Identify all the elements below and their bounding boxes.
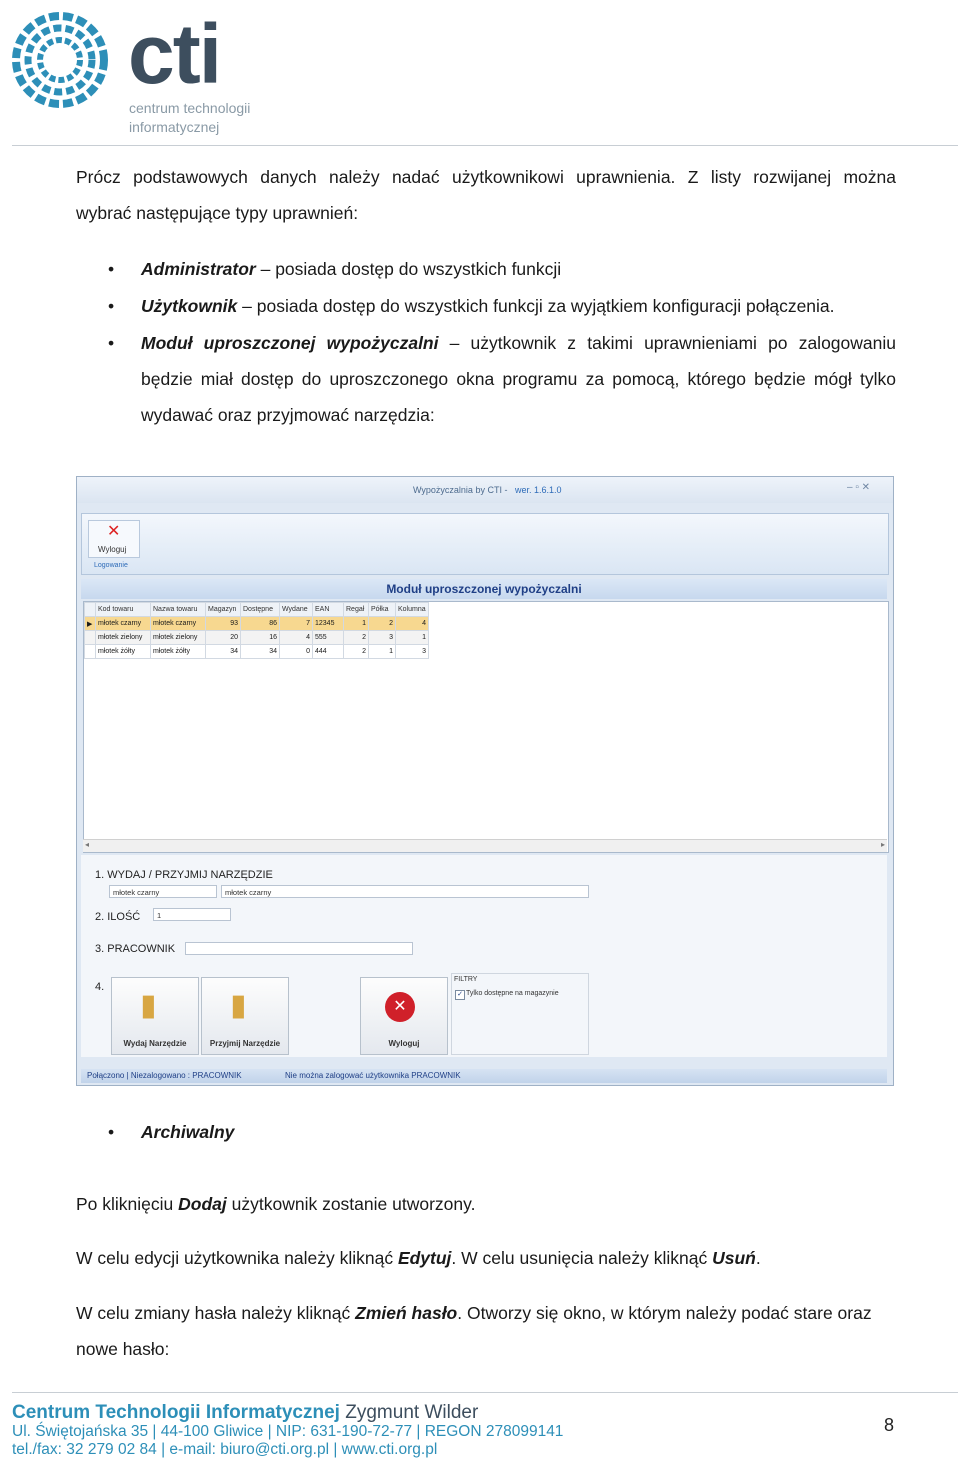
column-header[interactable]: Regał — [344, 603, 369, 617]
close-icon: ✕ — [385, 992, 415, 1022]
bullet-desc: – posiada dostęp do wszystkich funkcji za wyjątkiem konfiguracji połączenia. — [237, 296, 835, 316]
scroll-left-icon[interactable]: ◂ — [85, 840, 90, 849]
cell: 0 — [280, 645, 313, 659]
cell: 93 — [206, 617, 241, 631]
table-row[interactable] — [85, 617, 429, 631]
logout-button[interactable] — [360, 977, 448, 1055]
bullet-modul — [141, 325, 896, 361]
header-divider — [12, 145, 958, 146]
cell: 1 — [369, 645, 396, 659]
footer-address: Ul. Świętojańska 35 | 44-100 Gliwice | NIP: 631-190-72-77 | REGON 278099141 — [12, 1423, 564, 1440]
bullet-archiwalny — [141, 1114, 896, 1150]
text-bold: Dodaj — [178, 1194, 227, 1214]
company-name: Centrum Technologii Informatycznej — [12, 1402, 340, 1423]
paragraph-zmien-haslo — [76, 1295, 896, 1331]
bullet-modul-line2: będzie miał dostęp do uproszczonego okna programu za pomocą, którego będzie mógł tylko — [141, 369, 896, 389]
text: . — [755, 1248, 761, 1268]
cell: młotek czarny — [151, 617, 206, 631]
folder-icon: ▮ — [230, 989, 247, 1022]
tools-grid — [83, 601, 889, 853]
logo-subtitle-line2: informatycznej — [129, 119, 220, 135]
bullet-modul-line3: wydawać oraz przyjmować narzędzia: — [141, 405, 435, 425]
issue-tool-button[interactable] — [111, 977, 199, 1055]
step1-label: 1. WYDAJ / PRZYJMIJ NARZĘDZIE — [95, 869, 273, 881]
step3-label: 3. PRACOWNIK — [95, 943, 176, 955]
logo-subtitle-line1: centrum technologii — [129, 100, 251, 116]
ribbon-logout-label: Wyloguj — [98, 545, 127, 554]
bullet-dot: • — [108, 296, 115, 316]
cell: 1 — [344, 617, 369, 631]
cell: 2 — [344, 645, 369, 659]
folder-icon: ▮ — [140, 989, 157, 1022]
filter-title: FILTRY — [454, 976, 478, 983]
bullet-term: Moduł uproszczonej wypożyczalni — [141, 333, 439, 353]
step4-label: 4. — [95, 981, 105, 993]
paragraph-edytuj — [76, 1240, 896, 1276]
cell: młotek zielony — [96, 631, 151, 645]
window-version: wer. 1.6.1.0 — [515, 485, 562, 495]
cell: 20 — [206, 631, 241, 645]
cell: 34 — [206, 645, 241, 659]
cell: 34 — [241, 645, 280, 659]
row-selector-header — [85, 603, 96, 617]
receive-tool-label: Przyjmij Narzędzie — [209, 1039, 281, 1048]
column-header[interactable]: Nazwa towaru — [151, 603, 206, 617]
ribbon-group-label: Logowanie — [94, 562, 128, 569]
row-selector — [85, 631, 96, 645]
receive-tool-button[interactable] — [201, 977, 289, 1055]
intro-line1: Prócz podstawowych danych należy nadać użytkownikowi uprawnienia. Z listy rozwijanej można — [76, 167, 896, 187]
footer-company — [12, 1402, 478, 1424]
text-bold: Usuń — [712, 1248, 756, 1268]
status-right: Nie można zalogować użytkownika PRACOWNIK — [285, 1071, 461, 1080]
cell: 3 — [396, 645, 429, 659]
text: . Otworzy się okno, w którym należy podać stare oraz — [457, 1303, 872, 1323]
column-header[interactable]: Dostępne — [241, 603, 280, 617]
step2-label: 2. ILOŚĆ — [95, 911, 141, 923]
filter-panel — [451, 973, 589, 1055]
tool-name-field[interactable]: młotek czarny — [221, 885, 589, 898]
bullet-dot: • — [108, 259, 115, 279]
cell: 86 — [241, 617, 280, 631]
cell: 555 — [313, 631, 344, 645]
column-header[interactable]: Kod towaru — [96, 603, 151, 617]
bullet-term: Użytkownik — [141, 296, 238, 316]
logo-wordmark: cti — [128, 7, 221, 101]
module-title: Moduł uproszczonej wypożyczalni — [81, 579, 887, 599]
scroll-right-icon[interactable]: ▸ — [880, 840, 885, 849]
bullet-uzytkownik — [141, 288, 896, 324]
table-row[interactable] — [85, 631, 429, 645]
window-controls-icon[interactable]: – ▫ ✕ — [847, 482, 871, 493]
text: W celu edycji użytkownika należy kliknąć — [76, 1248, 398, 1268]
text: Po kliknięciu — [76, 1194, 179, 1214]
employee-field[interactable] — [185, 942, 413, 955]
table-row[interactable] — [85, 645, 429, 659]
status-bar — [81, 1069, 887, 1083]
row-selector-icon: ▶ — [85, 617, 96, 631]
cell: młotek żółty — [96, 645, 151, 659]
cell: 4 — [396, 617, 429, 631]
intro-line2: wybrać następujące typy uprawnień: — [76, 203, 359, 223]
bullet-administrator — [141, 251, 896, 287]
column-header[interactable]: Wydane — [280, 603, 313, 617]
row-selector — [85, 645, 96, 659]
cell: 3 — [369, 631, 396, 645]
ribbon-logout-button[interactable] — [88, 520, 140, 558]
cell: 444 — [313, 645, 344, 659]
cell: 16 — [241, 631, 280, 645]
cell: 1 — [396, 631, 429, 645]
tools-table — [84, 602, 429, 659]
cell: 7 — [280, 617, 313, 631]
cell: młotek zielony — [151, 631, 206, 645]
cti-logo-icon — [10, 10, 110, 110]
filter-checkbox-label: Tylko dostępne na magazynie — [466, 990, 559, 997]
column-header[interactable]: Półka — [369, 603, 396, 617]
cell: młotek czarny — [96, 617, 151, 631]
footer-divider — [12, 1392, 958, 1393]
page-number: 8 — [884, 1415, 895, 1435]
status-left: Połączono | Niezalogowano : PRACOWNIK — [87, 1071, 242, 1080]
quantity-stepper[interactable]: 1 — [153, 908, 231, 921]
paragraph-zmien-haslo-line2: nowe hasło: — [76, 1339, 170, 1359]
issue-tool-label: Wydaj Narzędzie — [123, 1039, 187, 1048]
logout-label: Wyloguj — [388, 1039, 420, 1048]
text: użytkownik zostanie utworzony. — [226, 1194, 476, 1214]
ribbon — [81, 513, 889, 575]
window-titlebar — [77, 477, 893, 503]
filter-checkbox[interactable]: ✓ — [455, 990, 465, 1000]
text: . W celu usunięcia należy kliknąć — [451, 1248, 713, 1268]
cell: 2 — [369, 617, 396, 631]
column-header[interactable]: Magazyn — [206, 603, 241, 617]
bullet-dot: • — [108, 1122, 115, 1142]
close-icon: ✕ — [107, 523, 121, 540]
text-bold: Zmień hasło — [355, 1303, 458, 1323]
bullet-term: Archiwalny — [141, 1122, 235, 1142]
app-window-screenshot — [76, 476, 894, 1086]
owner-name: Zygmunt Wilder — [339, 1402, 479, 1423]
bullet-term: Administrator — [141, 259, 256, 279]
table-header-row — [85, 603, 429, 617]
paragraph-dodaj — [76, 1186, 896, 1222]
bullet-dot: • — [108, 333, 115, 353]
bullet-desc: – posiada dostęp do wszystkich funkcji — [255, 259, 562, 279]
horizontal-scrollbar[interactable] — [83, 839, 887, 852]
column-header[interactable]: Kolumna — [396, 603, 429, 617]
text: W celu zmiany hasła należy kliknąć — [76, 1303, 356, 1323]
footer-contact: tel./fax: 32 279 02 84 | e-mail: biuro@cti.org.pl | www.cti.org.pl — [12, 1441, 438, 1458]
column-header[interactable]: EAN — [313, 603, 344, 617]
cell: 2 — [344, 631, 369, 645]
cell: 4 — [280, 631, 313, 645]
window-title: Wypożyczalnia by CTI - — [413, 485, 508, 495]
text-bold: Edytuj — [397, 1248, 452, 1268]
tool-code-field[interactable]: młotek czarny — [109, 885, 217, 898]
cell: 12345 — [313, 617, 344, 631]
cell: młotek żółty — [151, 645, 206, 659]
bullet-desc: – użytkownik z takimi uprawnieniami po zalogowaniu — [438, 333, 896, 353]
